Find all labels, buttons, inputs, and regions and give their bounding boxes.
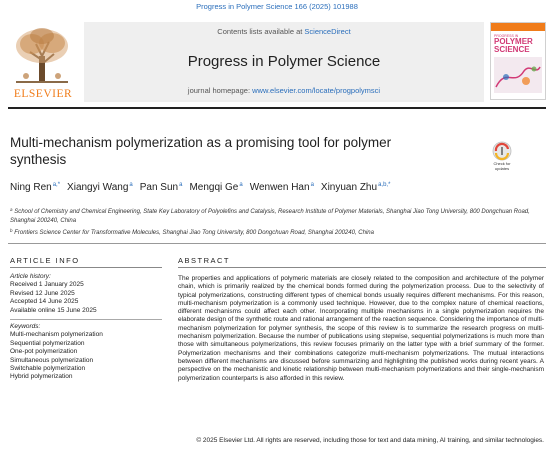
- article-title: Multi-mechanism polymerization as a promising tool for polymer synthesis: [10, 135, 392, 167]
- header-divider: [8, 107, 546, 109]
- keyword-item: Hybrid polymerization: [10, 373, 73, 381]
- author-affiliation-marker[interactable]: a,b,*: [378, 182, 391, 188]
- author-name-text: Xiangyi Wang: [67, 182, 129, 193]
- author-list: [10, 182, 530, 193]
- cover-title: POLYMER SCIENCE: [494, 37, 533, 54]
- abstract-text: The properties and applications of polymeric materials are closely related to the composition and architecture of the polymer chain, which is primarily realized by the chemical bonds formed during the polymerization process. Due to the selectivity of typical polymerizations, constructing different types of chemical bonds usually requires different mechanisms. For this reason, multi-mechanism polymerization is a commonly used technique. However, due to the complex nature of chemical reactions, different mechanisms could affect each other. Incorporating multiple mechanisms in a single polymerization requires the elaborate design of the synthetic route and rational arrangement of the reaction sequence. Considering the importance of multi-mechanism polymerization for polymer synthesis, the scope of this review is to summarize the research progress on multi-mechanism polymerization. Because the number of publications using stepwise, sequential polymerizations is much more than those with simultaneous polymerizations, this review focuses primarily on the latter type with a brief summary of the former. Polymerization mechanisms and their combinations categorize multi-mechanism polymerizations. The mutual interactions between different mechanisms are discussed before summarizing and highlighting the published works during recent years. A perspective on the mechanistic and kinetic relationship between multi-mechanism polymerizations and their single-mechanism polymerization counterparts is also afforded in this review.: [178, 275, 544, 382]
- author-name[interactable]: [321, 182, 391, 193]
- author-name-text: Pan Sun: [139, 182, 179, 193]
- author-name-text: Mengqi Ge: [189, 182, 239, 193]
- author-affiliation-marker[interactable]: a,*: [52, 182, 61, 188]
- keyword-item: Simultaneous polymerization: [10, 356, 94, 364]
- article-info-heading: ARTICLE INFO: [10, 256, 80, 265]
- author-name[interactable]: [67, 182, 133, 193]
- homepage-line: [84, 86, 484, 95]
- copyright-notice: © 2025 Elsevier Ltd. All rights are reserved, including those for text and data mining, AI training, and similar technologies.: [196, 437, 544, 444]
- keyword-item: Switchable polymerization: [10, 365, 86, 373]
- author-name-text: Ning Ren: [10, 182, 52, 193]
- history-item-revised: Revised 12 June 2025: [10, 289, 75, 297]
- journal-cover[interactable]: [490, 22, 546, 100]
- author-affiliation-marker[interactable]: a: [129, 182, 133, 188]
- author-name-text: Wenwen Han: [249, 182, 310, 193]
- affiliations: [10, 205, 540, 238]
- affiliation-marker: a: [10, 207, 13, 212]
- affiliation-text: Frontiers Science Center for Transformative Molecules, Shanghai Jiao Tong University, 800 Dongchuan Road, Shanghai 200240, China: [14, 230, 374, 236]
- author-affiliation-marker[interactable]: a: [310, 182, 314, 188]
- cover-band: [491, 23, 545, 31]
- journal-title: Progress in Polymer Science: [187, 53, 381, 70]
- homepage-link[interactable]: www.elsevier.com/locate/progpolymsci: [252, 86, 381, 95]
- keywords-heading: Keywords:: [10, 323, 41, 331]
- affiliation-marker: b: [10, 228, 13, 233]
- abstract-heading: ABSTRACT: [178, 256, 231, 265]
- cover-small-title: PROGRESS IN: [494, 34, 519, 38]
- author-affiliation-marker[interactable]: a: [239, 182, 243, 188]
- cover-art-icon: [494, 57, 542, 93]
- check-updates-icon: [486, 141, 518, 163]
- elsevier-logo[interactable]: [8, 24, 78, 100]
- author-name-text: Xinyuan Zhu: [320, 182, 378, 193]
- history-heading: Article history:: [10, 273, 51, 280]
- affiliation-text: School of Chemistry and Chemical Engineering, State Key Laboratory of Polyolefins and Catalysis, Research Institute of Polymer Materials, Shanghai Jiao Tong University, 800 Dongchuan Road, Shanghai 200240, China: [10, 209, 530, 224]
- homepage-prefix: journal homepage:: [187, 86, 253, 95]
- affiliation-item: [10, 205, 540, 226]
- author-name[interactable]: [140, 182, 183, 193]
- history-item-online: Available online 15 June 2025: [10, 306, 97, 314]
- contents-line: [84, 27, 484, 36]
- author-name[interactable]: [10, 182, 60, 193]
- check-for-updates-button[interactable]: [486, 141, 518, 171]
- affiliation-divider: [8, 243, 546, 244]
- journal-reference[interactable]: Progress in Polymer Science 166 (2025) 101988: [196, 2, 358, 11]
- abstract-rule: [178, 267, 546, 268]
- journal-banner: [84, 22, 484, 102]
- contents-prefix: Contents lists available at: [217, 27, 305, 36]
- author-name[interactable]: [250, 182, 314, 193]
- check-updates-label: Check for updates: [493, 161, 511, 171]
- journal-header: [8, 22, 546, 102]
- elsevier-wordmark: ELSEVIER: [13, 88, 73, 100]
- keyword-item: One-pot polymerization: [10, 348, 78, 356]
- author-name[interactable]: [189, 182, 242, 193]
- keywords-divider: [10, 319, 162, 320]
- keyword-item: Sequential polymerization: [10, 339, 85, 347]
- affiliation-item: [10, 226, 540, 238]
- sciencedirect-link[interactable]: ScienceDirect: [304, 27, 351, 36]
- author-affiliation-marker[interactable]: a: [179, 182, 183, 188]
- article-info-rule: [10, 267, 162, 268]
- article-info-panel: [10, 273, 162, 382]
- keyword-item: Multi-mechanism polymerization: [10, 331, 103, 339]
- history-item-accepted: Accepted 14 June 2025: [10, 298, 79, 306]
- elsevier-tree-icon: [12, 26, 72, 84]
- history-item-received: Received 1 January 2025: [10, 281, 84, 289]
